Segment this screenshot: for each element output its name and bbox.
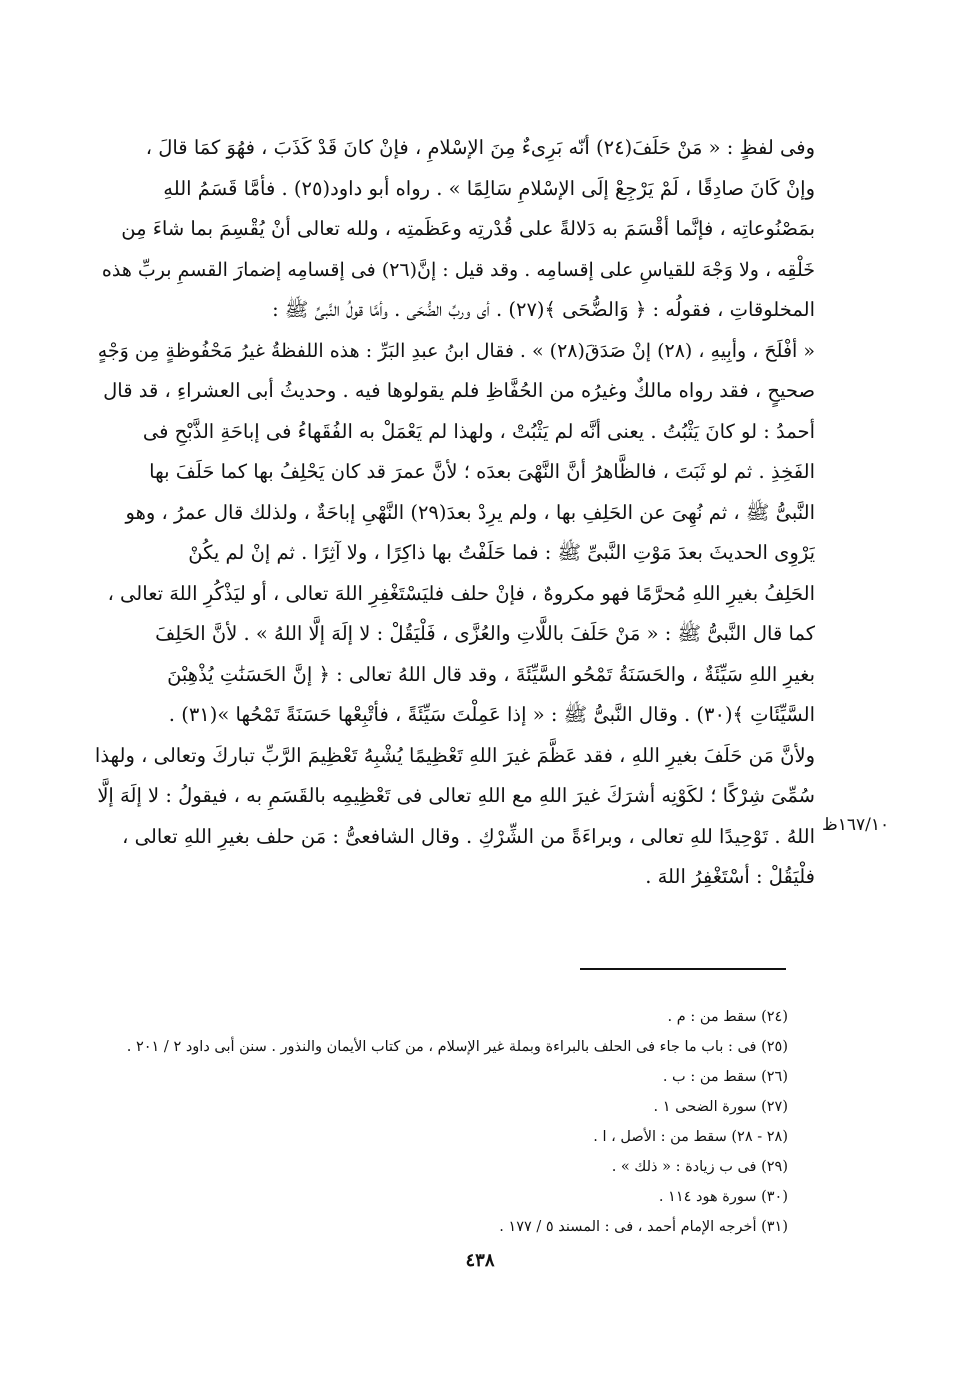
text-line: أحمدُ : لو كانَ يَثْبُتُ . يعنى أنَّه لم يَثْبُتْ ، ولهذا لم يَعْمَلْ به الفُقَهاءُ فى إباحَةِ الذَّبْحِ فى bbox=[142, 419, 815, 443]
text-line: كما قال النَّبىُّ ﷺ : « مَنْ حَلَفَ باللَّاتِ والعُزَّى ، فَلْيَقُلْ : لا إلَهَ إلَّا اللهُ » . لأنَّ الحَلِفَ bbox=[155, 622, 815, 645]
text-line: الحَلِفُ بغيرِ اللهِ مُحرَّمًا فهو مكروهٌ ، فإنْ حلف فليَسْتَغْفِرِ اللهَ تعالى ، أو ليَذْكُرِ اللهَ تعالى ، bbox=[107, 581, 815, 605]
page-number: ٤٣٨ bbox=[465, 1250, 495, 1271]
text-line: ولأنَّ مَن حَلَفَ بغيرِ اللهِ ، فقد عَظَّمَ غيرَ اللهِ تَعْظِيمًا يُشْبِهُ تَعْظِيمَ الرَّبِّ تباركَ وتعالى ، ولهذا bbox=[95, 743, 815, 767]
footnotes-block bbox=[95, 1002, 788, 1242]
footnote: (٢٨ - ٢٨) سقط من : الأصل ، ا . bbox=[593, 1129, 788, 1145]
footnote: (٢٥) فى : باب ما جاء فى الحلف بالبراءة وبملة غير الإسلام ، من كتاب الأيمان والنذور . سنن أبى داود ٢ / ٢٠١ . bbox=[126, 1039, 788, 1055]
text-line: المخلوقاتِ ، فقولُه : ﴿ وَالضُّحَى ﴾(٢٧) . أى وربِّ الضُّحَى . وأمَّا قولُ النَّبىِّ ﷺ : bbox=[272, 298, 815, 321]
text-line: اللهُ . تَوْحِيدًا للهِ تعالى ، وبراءَةً من الشِّرْكِ . وقال الشافعىُّ : مَن حلف بغيرِ اللهِ تعالى ، bbox=[122, 824, 815, 848]
footnote: (٣١) أخرجه الإمام أحمد ، فى : المسند ٥ / ١٧٧ . bbox=[499, 1219, 788, 1235]
text-line: يَرْوِى الحديثَ بعدَ مَوْتِ النَّبىِّ ﷺ : فما حَلَفْتُ بها ذاكِرًا ، ولا آثِرًا . ثم إنْ لم يكُنْ bbox=[188, 541, 815, 564]
text-line: بغيرِ اللهِ سَيِّئَةٌ ، والحَسَنَةُ تَمْحُو السَّيِّئَةَ ، وقد قال اللهُ تعالى : ﴿ إنَّ الحَسَنَٰتِ يُذْهِبْنَ bbox=[167, 662, 815, 686]
footnote: (٢٦) سقط من : ب . bbox=[662, 1069, 788, 1085]
footnote: (٣٠) سورة هود ١١٤ . bbox=[658, 1189, 788, 1205]
text-line: النَّبىُّ ﷺ ، ثم نُهِىَ عن الحَلِفِ بها ، ولم يرِدْ بعدَ(٢٩) النَّهْىِ إباحَةٌ ، ولذلك قال عمرُ ، وهو bbox=[125, 500, 815, 524]
text-line: وفى لفظٍ : « مَنْ حَلَفَ(٢٤) أنّه بَرِىءٌ مِنَ الإسْلامِ ، فإنْ كانَ قَدْ كَذَبَ ، فهُوَ كمَا قالَ ، bbox=[145, 136, 815, 159]
footnote-divider bbox=[580, 968, 786, 970]
footnote: (٢٧) سورة الضحى ١ . bbox=[653, 1099, 788, 1115]
text-line: الفَخِذِ . ثم لو ثَبَتَ ، فالظَّاهرُ أنَّ النَّهْىَ بعدَه ؛ لأنَّ عمرَ قد كان يَحْلِفُ بها كما حَلَفَ بها bbox=[149, 460, 815, 483]
text-line: بمَصْنُوعاتِه ، فإنَّما أقْسَمَ به دَلالةً على قُدْرتِه وعَظَمتِه ، ولله تعالى أنْ يُقْسِمَ بما شاءَ مِن bbox=[121, 217, 815, 240]
text-line: السَّيِّئَاتِ ﴾(٣٠) . وقال النَّبىُّ ﷺ : « إذا عَمِلْتَ سَيِّئَةً ، فأتْبِعْها حَسَنَةً تَمْحُها »(٣١) . bbox=[168, 703, 815, 726]
text-line: سُمِّىَ شِرْكًا ؛ لكَوْنِه أشرَكَ غيرَ اللهِ مع اللهِ تعالى فى تَعْظِيمِه بالقَسَمِ به ، فيقولُ : لا إلَهَ إلَّا bbox=[97, 784, 815, 807]
text-line: « أفْلَحَ ، وأبِيهِ ، (٢٨) إنْ صَدَقَ(٢٨) » . فقال ابنُ عبدِ البَرِّ : هذه اللفظةُ غيرُ مَحْفُوظةٍ مِن وَجْهٍ bbox=[97, 339, 815, 362]
main-text-block bbox=[95, 128, 815, 898]
footnote: (٢٩) فى ب زيادة : « ذلك » . bbox=[611, 1159, 788, 1175]
footnote: (٢٤) سقط من : م . bbox=[667, 1009, 788, 1025]
manuscript-folio-marker: ١٦٧/١٠ظ bbox=[822, 815, 890, 835]
text-line: خَلْقِه ، ولا وَجْهَ للقياسِ على إقسامِه . وقد قيل : إنَّ(٢٦) فى إقسامِه إضمارَ القسمِ بربِّ هذه bbox=[101, 258, 815, 281]
text-line: فلْيَقُلْ : أسْتَغْفِرُ اللهَ . bbox=[645, 865, 815, 888]
text-line: وإنْ كَانَ صادِقًا ، لَمْ يَرْجِعْ إلَى الإسْلامِ سَالِمًا » . رواه أبو داود(٢٥) . فأمَّا قَسَمُ اللهِ bbox=[163, 176, 815, 200]
text-line: صحيحٍ ، فقد رواه مالكٌ وغيرُه من الحُفَّاظِ فلم يقولوها فيه . وحديثُ أبى العشراءِ ، قد قال bbox=[103, 379, 815, 402]
